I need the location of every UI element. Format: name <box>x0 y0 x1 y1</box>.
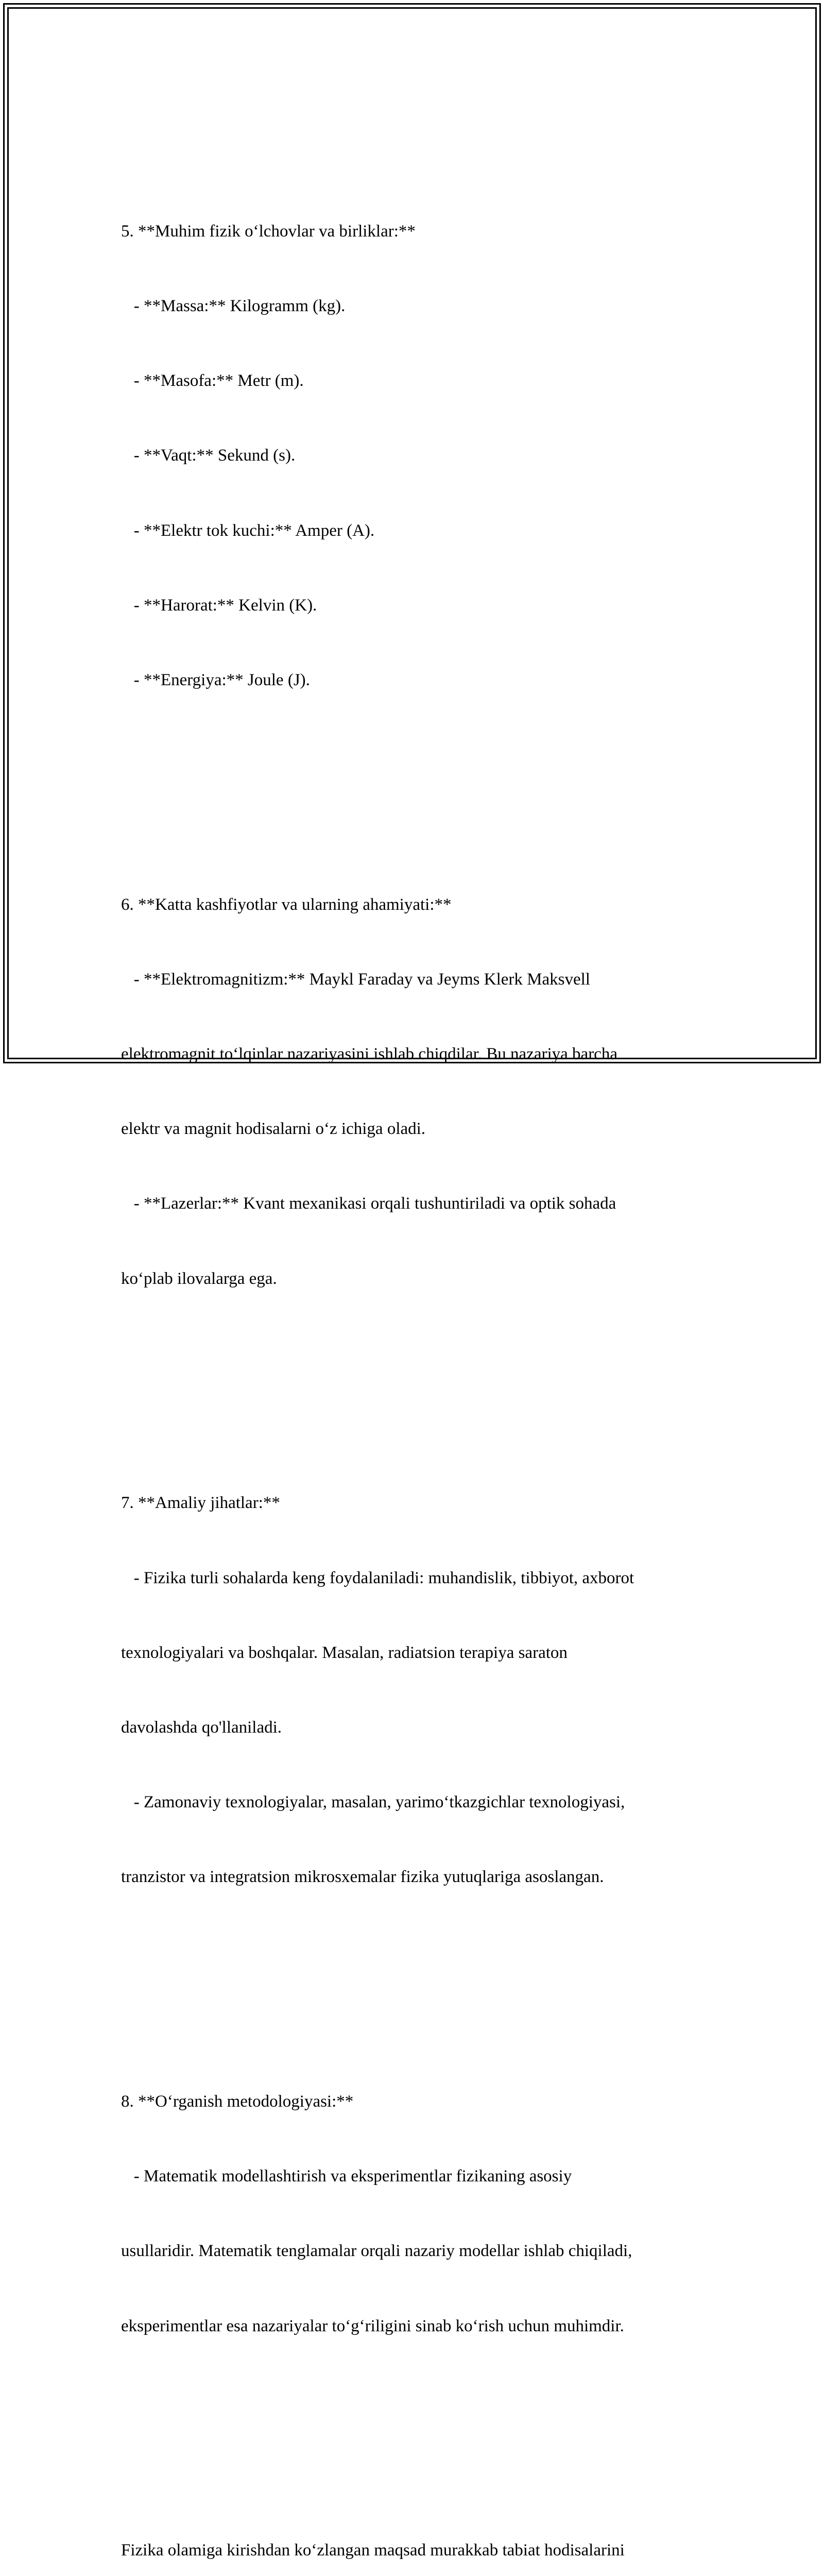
list-item: - **Elektr tok kuchi:** Amper (A). <box>121 521 375 540</box>
text-line: - Fizika turli sohalarda keng foydalaniladi: muhandislik, tibbiyot, axborot <box>121 1568 634 1587</box>
text-line: usullaridir. Matematik tenglamalar orqali nazariy modellar ishlab chiqiladi, <box>121 2242 632 2261</box>
section-heading: 7. **Amaliy jihatlar:** <box>121 1494 280 1513</box>
text-line: - **Elektromagnitizm:** Maykl Faraday va Jeyms Klerk Maksvell <box>121 970 590 989</box>
text-line: Fizika olamiga kirishdan ko‘zlangan maqsad murakkab tabiat hodisalarini <box>121 2541 625 2560</box>
text-line: davolashda qo'llaniladi. <box>121 1718 282 1737</box>
text-line: - Matematik modellashtirish va eksperimentlar fizikaning asosiy <box>121 2167 572 2186</box>
text-line: texnologiyalari va boshqalar. Masalan, radiatsion terapiya saraton <box>121 1643 568 1662</box>
list-item: - **Massa:** Kilogramm (kg). <box>121 296 346 315</box>
text-line: elektromagnit to‘lqinlar nazariyasini ishlab chiqdilar. Bu nazariya barcha <box>121 1045 617 1064</box>
text-line: tranzistor va integratsion mikrosxemalar fizika yutuqlariga asoslangan. <box>121 1868 604 1887</box>
section-practical <box>121 1441 729 1940</box>
section-heading: 5. **Muhim fizik o‘lchovlar va birliklar:** <box>121 222 416 241</box>
section-methodology <box>121 2039 729 2388</box>
text-line: eksperimentlar esa nazariyalar to‘g‘riligini sinab ko‘rish uchun muhimdir. <box>121 2316 624 2335</box>
text-line: - **Lazerlar:** Kvant mexanikasi orqali tushuntiriladi va optik sohada <box>121 1194 616 1213</box>
section-measurements <box>121 169 729 742</box>
text-line: - Zamonaviy texnologiyalar, masalan, yarimo‘tkazgichlar texnologiyasi, <box>121 1793 625 1812</box>
text-line: ko‘plab ilovalarga ega. <box>121 1269 277 1288</box>
document-body <box>121 119 729 2576</box>
section-conclusion <box>121 2488 729 2576</box>
list-item: - **Masofa:** Metr (m). <box>121 371 304 391</box>
section-heading: 6. **Katta kashfiyotlar va ularning ahamiyati:** <box>121 895 452 914</box>
section-heading: 8. **O‘rganish metodologiyasi:** <box>121 2092 354 2111</box>
list-item: - **Harorat:** Kelvin (K). <box>121 596 317 615</box>
list-item: - **Vaqt:** Sekund (s). <box>121 446 296 465</box>
section-discoveries <box>121 842 729 1341</box>
list-item: - **Energiya:** Joule (J). <box>121 670 310 689</box>
text-line: elektr va magnit hodisalarni o‘z ichiga oladi. <box>121 1120 426 1139</box>
